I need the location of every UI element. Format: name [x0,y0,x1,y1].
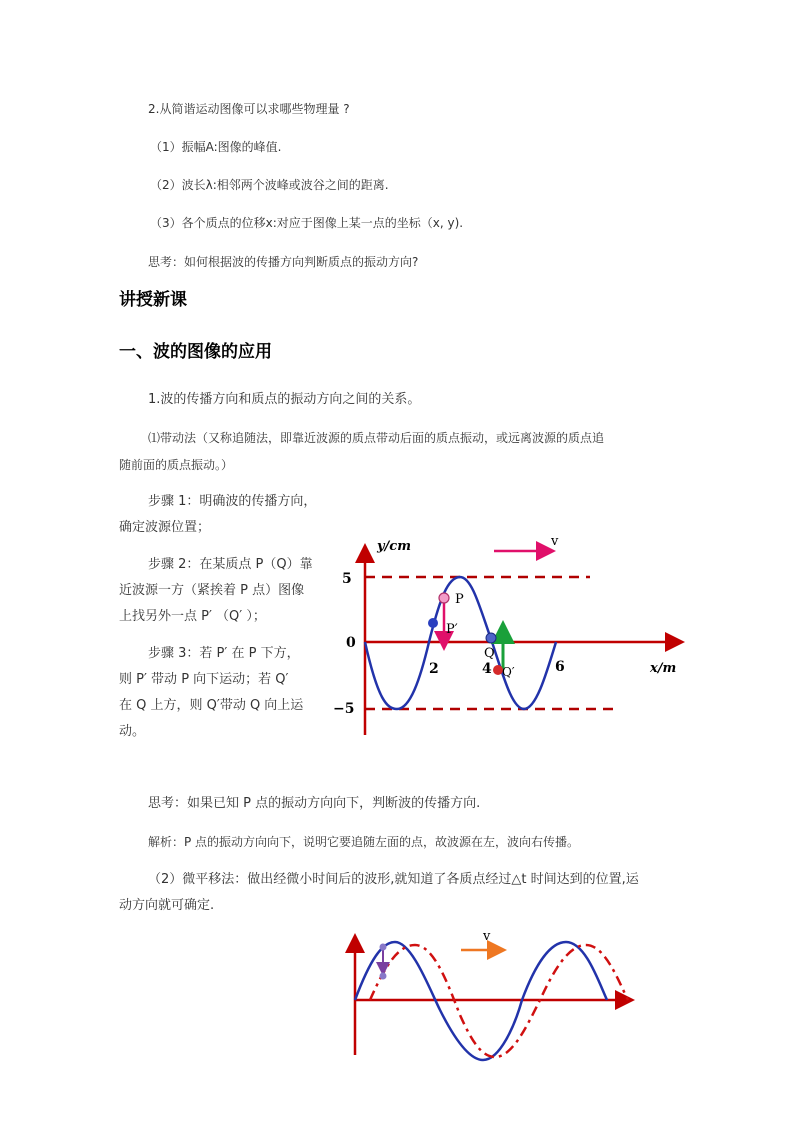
review-item-displacement: （3）各个质点的位移x:对应于图像上某一点的坐标（x, y). [150,216,464,230]
x-tick-4: 4 [482,661,492,677]
y-tick-0: 0 [346,635,356,651]
fig2-point-end [380,973,387,980]
y-tick-minus5: −5 [333,701,355,717]
y-tick-5: 5 [342,571,352,587]
method2-line1: （2）微平移法：做出经微小时间后的波形,就知道了各质点经过△t 时间达到的位置,运 [148,872,639,887]
step3-line3: 在 Q 上方，则 Q′带动 Q 向上运 [119,698,304,713]
subsection-title: 一、波的图像的应用 [119,342,272,362]
x-axis-label: x/m [650,661,677,676]
think-question: 思考：如果已知 P 点的振动方向向下，判断波的传播方向. [148,796,481,811]
step3-line4: 动。 [119,724,146,739]
section-title: 讲授新课 [119,290,187,310]
step1-line1: 步骤 1：明确波的传播方向， [148,494,317,509]
step1-line2: 确定波源位置； [119,520,211,535]
method1-line2: 随前面的质点振动。） [119,458,234,472]
review-question-2: 2.从简谐运动图像可以求哪些物理量 ? [148,102,350,116]
fig2-velocity-label: v [483,929,491,944]
relation-text: 1.波的传播方向和质点的振动方向之间的关系。 [148,392,421,407]
analysis-text: 解析：P 点的振动方向向下，说明它要追随左面的点，故波源在左，波向右传播。 [148,835,580,849]
review-item-amplitude: （1）振幅A:图像的峰值. [150,140,282,154]
review-item-wavelength: （2）波长λ:相邻两个波峰或波谷之间的距离. [150,178,389,192]
velocity-label: v [551,534,559,549]
label-q-prime: Q′ [502,665,515,679]
x-tick-2: 2 [429,661,439,677]
fig2-point-start [380,944,387,951]
step2-line1: 步骤 2：在某质点 P（Q）靠 [148,557,313,572]
step2-line3: 上找另外一点 P′ （Q′ ）； [119,609,266,624]
review-think: 思考：如何根据波的传播方向判断质点的振动方向? [148,255,419,269]
x-tick-6: 6 [555,659,565,675]
step3-line2: 则 P′ 带动 P 向下运动；若 Q′ [119,672,289,687]
label-p: P [455,592,464,607]
method2-line2: 动方向就可确定. [119,898,215,913]
label-p-prime: P′ [446,622,458,637]
step3-line1: 步骤 3：若 P′ 在 P 下方， [148,646,300,661]
label-q: Q [484,646,495,661]
method1-line1: ⑴带动法（又称追随法，即靠近波源的质点带动后面的质点振动，或远离波源的质点追 [148,431,605,445]
step2-line2: 近波源一方（紧挨着 P 点）图像 [119,583,305,598]
y-axis-label: y/cm [377,539,411,554]
